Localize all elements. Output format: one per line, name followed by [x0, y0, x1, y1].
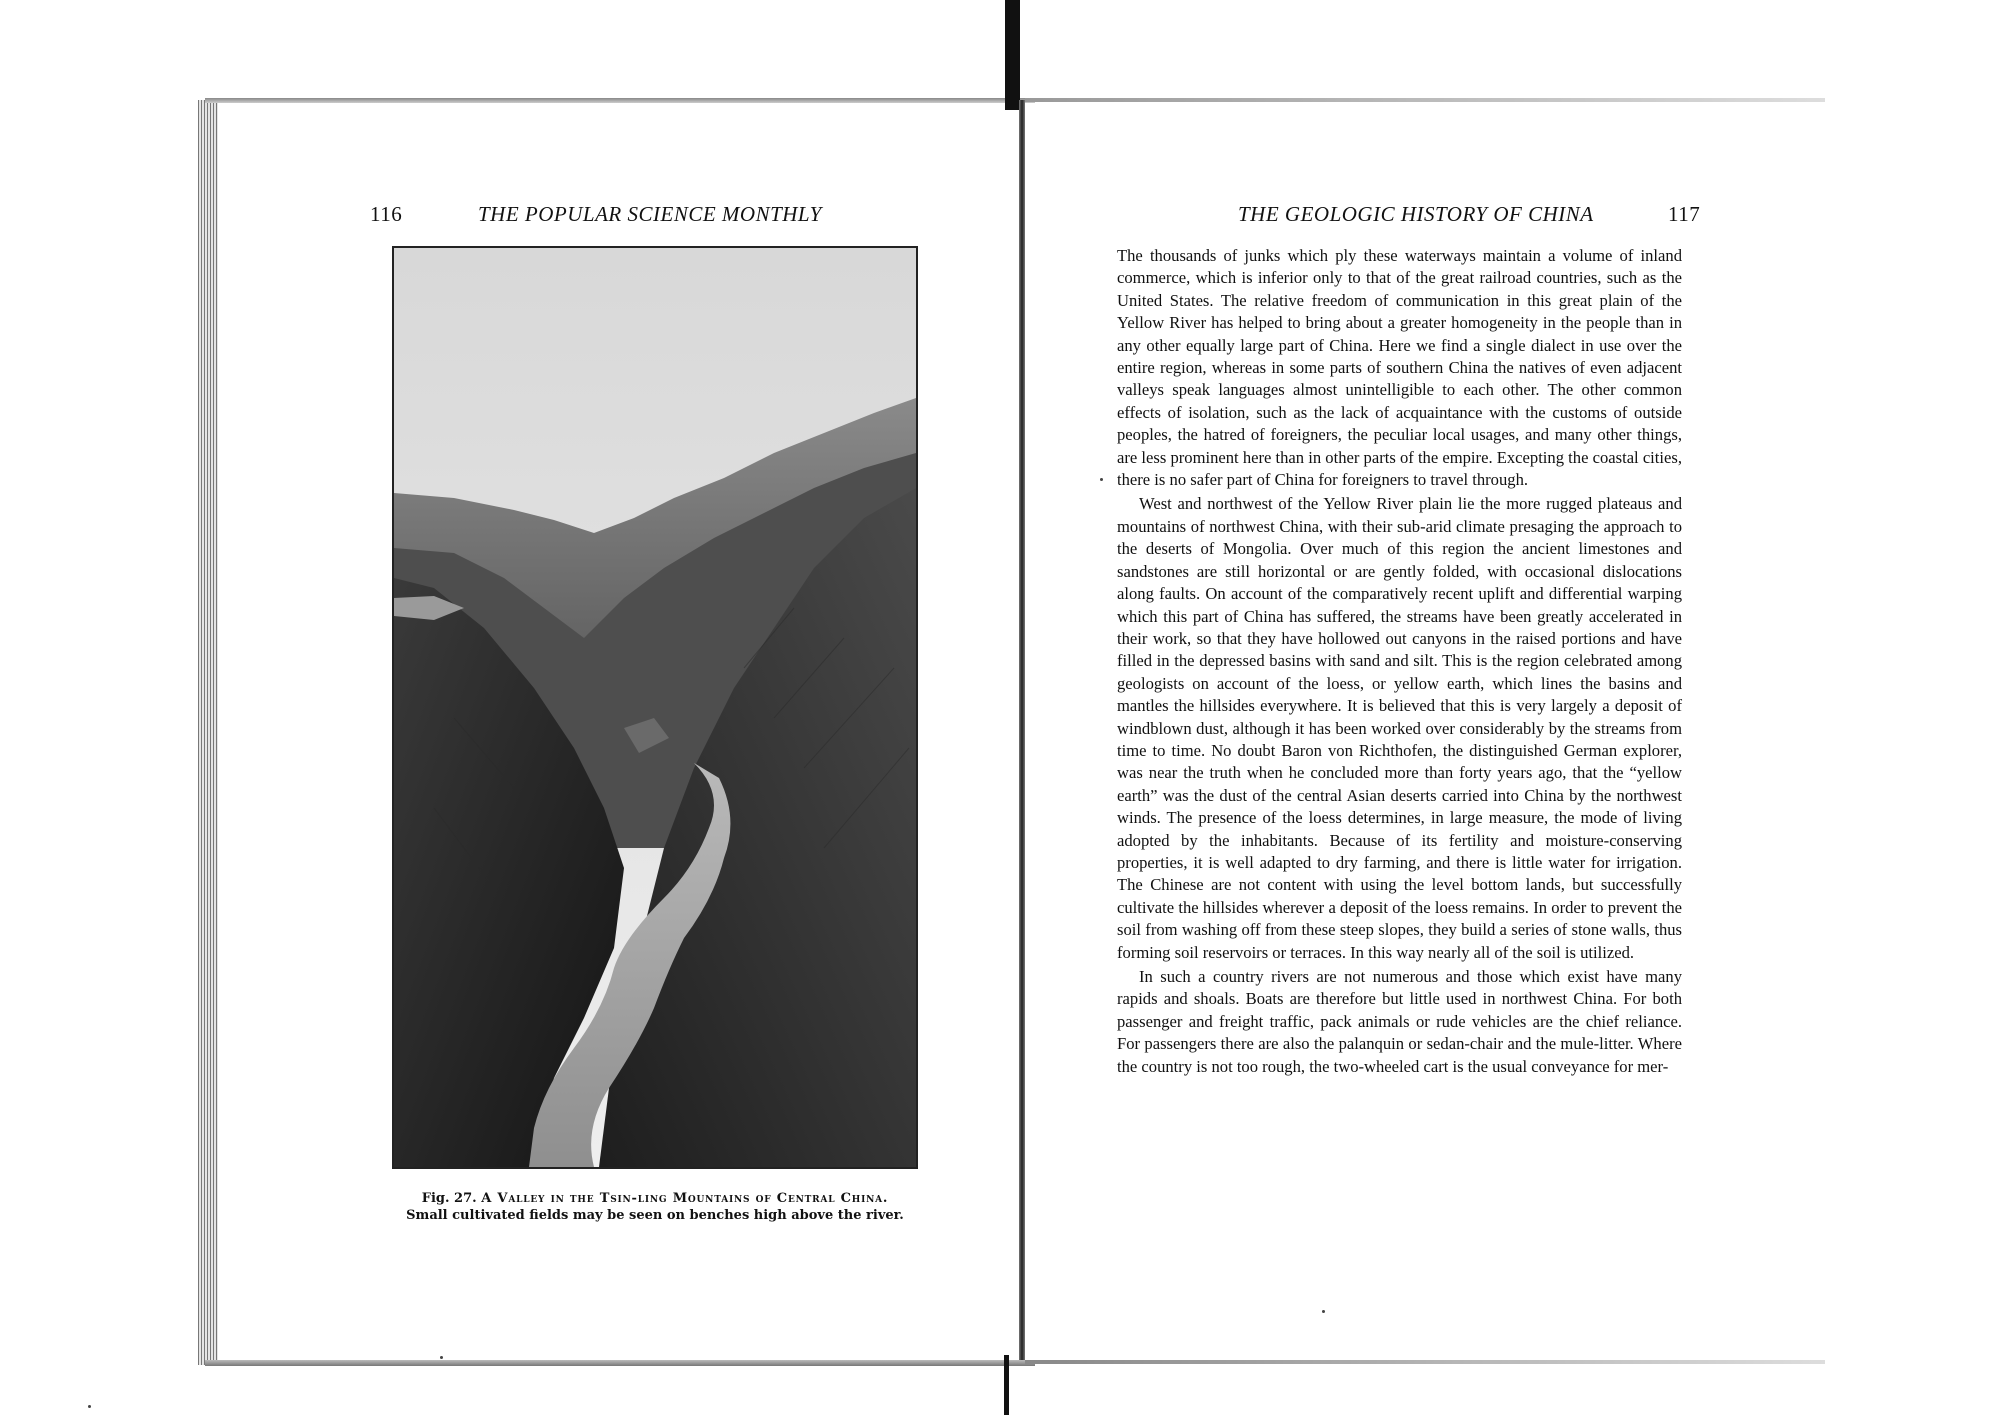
paragraph-1: The thousands of junks which ply these waterways maintain a volume of inland commerce, which is inferior only to that of the great railroad countries, such as the United States. The relative freedom of communication in this great plain of the Yellow River has helped to bring about a greater homogeneity in the people than in any other equally large part of China. Here we find a single dialect in use over the entire region, whereas in some parts of southern China the natives of even adjacent valleys speak languages almost unintelligible to each other. The other common effects of isolation, such as the lack of acquaintance with the customs of outside peoples, the hatred of foreigners, the peculiar local usages, and many other things, are less prominent here than in other parts of the empire. Excepting the coastal cities, there is no safer part of China for foreigners to travel through. [1117, 246, 1682, 490]
paragraph-2: West and northwest of the Yellow River plain lie the more rugged plateaus and mountains of northwest China, with their sub-arid climate presaging the approach to the deserts of Mongolia. Over much of this region the ancient limestones and sandstones are still horizontal or are gently folded, with occasional dislocations along faults. On account of the comparatively recent uplift and differential warping which this part of China has suffered, the streams have been greatly accelerated in their work, so that they have hollowed out canyons in the raised portions and have filled in the depressed basins with sand and silt. This is the region celebrated among geologists on account of the loess, or yellow earth, which lines the basins and mantles the hillsides everywhere. It is believed that this is very largely a deposit of windblown dust, although it has been worked over considerably by the streams from time to time. No doubt Baron von Richthofen, the distinguished German explorer, was near the truth when he concluded more than forty years ago, that the “yellow earth” was the dust of the central Asian deserts carried into China by the northwest winds. The presence of the loess determines, in large measure, the mode of living adopted by the inhabitants. Because of its fertility and moisture-conserving properties, it is well adapted to dry farming, and there is little water for irrigation. The Chinese are not content with using the level bottom lands, but successfully cultivate the hillsides wherever a deposit of the loess remains. In order to prevent the soil from washing off from these steep slopes, they build a series of stone walls, thus forming soil reservoirs or terraces. In this way nearly all of the soil is utilized. [1117, 494, 1682, 962]
left-page-number: 116 [370, 202, 403, 226]
right-running-head: THE GEOLOGIC HISTORY OF CHINA [1238, 202, 1594, 226]
valley-photograph [392, 246, 918, 1169]
gutter-shadow-top [1005, 0, 1020, 110]
left-page-bottom-edge [205, 1360, 1035, 1366]
body-text [1117, 245, 1682, 1078]
left-page-edge [198, 100, 218, 1365]
scan-speck [1322, 1310, 1325, 1313]
scan-speck [440, 1356, 443, 1359]
book-gutter [1019, 100, 1025, 1360]
figure-caption-line1 [392, 1190, 918, 1207]
figure-subcaption: Small cultivated fields may be seen on benches high above the river. [406, 1208, 904, 1223]
paragraph-3: In such a country rivers are not numerous and those which exist have many rapids and shoals. Boats are therefore but little used in northwest China. For both passenger and freight traffic, pack animals or rude vehicles are the chief reliance. For passengers there are also the palanquin or sedan-chair and the mule-litter. Where the country is not too rough, the two-wheeled cart is the usual conveyance for mer- [1117, 967, 1682, 1076]
scan-speck [1100, 478, 1103, 481]
gutter-shadow-bottom [1004, 1355, 1009, 1415]
figure-title: A Valley in the Tsin-ling Mountains of Central China. [481, 1191, 889, 1206]
figure-caption [392, 1190, 918, 1224]
figure-label: Fig. 27. [421, 1191, 477, 1206]
right-page-number: 117 [1668, 202, 1701, 226]
right-page-bottom-edge [1025, 1360, 1825, 1364]
left-page-top-edge [205, 98, 1035, 103]
valley-photo-image [394, 248, 916, 1167]
right-page-top-edge [1025, 98, 1825, 102]
left-running-head: THE POPULAR SCIENCE MONTHLY [478, 202, 822, 226]
scan-speck [88, 1405, 91, 1408]
